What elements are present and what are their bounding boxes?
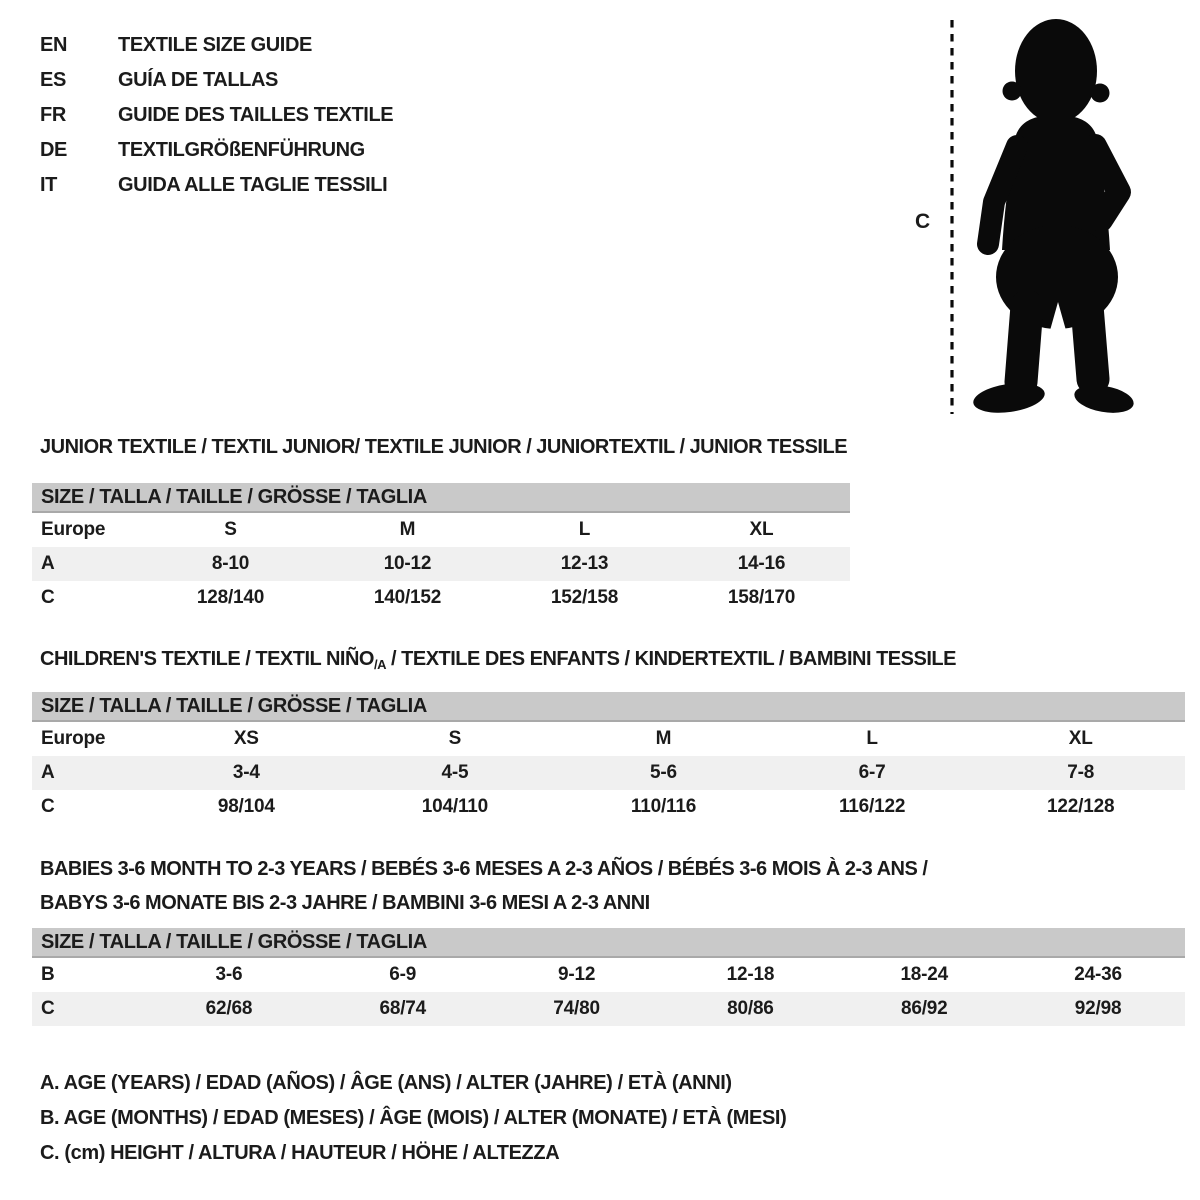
size-cell: 122/128 — [1047, 796, 1115, 817]
size-cell: 74/80 — [553, 998, 600, 1019]
babies-section-title — [40, 852, 927, 920]
size-cell: 104/110 — [421, 796, 488, 817]
size-column-header: M — [399, 519, 416, 540]
children-column-header-row — [32, 722, 1185, 756]
legend-line-age-months: B. AGE (MONTHS) / EDAD (MESES) / ÂGE (MOIS) / ALTER (MONATE) / ETÀ (MESI) — [40, 1107, 787, 1129]
babies-table-header-bar — [32, 928, 1185, 958]
row-label-cell: C — [41, 998, 55, 1019]
language-row-it — [40, 168, 393, 203]
language-label: GUÍA DE TALLAS — [118, 69, 278, 91]
language-label: GUIDE DES TAILLES TEXTILE — [118, 104, 394, 126]
children-title-suffix: / TEXTILE DES ENFANTS / KINDERTEXTIL / BAMBINI TESSILE — [385, 648, 956, 670]
height-figure — [905, 12, 1155, 422]
language-code: DE — [40, 139, 67, 161]
babies-size-table — [32, 928, 1185, 1026]
legend-line-height: C. (cm) HEIGHT / ALTURA / HAUTEUR / HÖHE / ALTEZZA — [40, 1142, 560, 1164]
children-section-title — [40, 648, 956, 672]
size-cell: 3-6 — [215, 964, 243, 985]
row-label-cell: A — [41, 762, 55, 783]
children-row-age — [32, 756, 1185, 790]
language-row-en — [40, 28, 393, 63]
size-cell: 14-16 — [737, 553, 786, 574]
size-cell: 152/158 — [550, 587, 619, 608]
children-title-prefix: CHILDREN'S TEXTILE / TEXTIL NIÑO — [40, 648, 374, 670]
size-cell: 4-5 — [441, 762, 469, 783]
region-label-cell: Europe — [41, 728, 106, 749]
junior-size-table — [32, 483, 850, 615]
row-label-cell: C — [41, 796, 55, 817]
size-cell: 10-12 — [383, 553, 432, 574]
size-cell: 98/104 — [217, 796, 275, 817]
language-code: IT — [40, 174, 57, 196]
row-label-cell: B — [41, 964, 55, 985]
language-label: TEXTILGRÖßENFÜHRUNG — [118, 139, 365, 161]
children-table-header-bar — [32, 692, 1185, 722]
babies-row-height — [32, 992, 1185, 1026]
size-column-header: L — [866, 728, 878, 749]
size-cell: 140/152 — [373, 587, 442, 608]
size-header-label: SIZE / TALLA / TAILLE / GRÖSSE / TAGLIA — [41, 930, 427, 953]
toddler-silhouette-icon — [971, 19, 1135, 417]
language-code: FR — [40, 104, 66, 126]
size-cell: 6-7 — [858, 762, 886, 783]
size-cell: 128/140 — [196, 587, 265, 608]
size-cell: 92/98 — [1074, 998, 1122, 1019]
size-cell: 158/170 — [727, 587, 796, 608]
language-row-de — [40, 133, 393, 168]
language-row-fr — [40, 98, 393, 133]
junior-row-height — [32, 581, 850, 615]
size-cell: 62/68 — [205, 998, 253, 1019]
language-code: ES — [40, 69, 66, 91]
size-cell: 12-13 — [560, 553, 609, 574]
size-cell: 5-6 — [650, 762, 677, 783]
height-measure-label: C — [915, 210, 931, 233]
babies-title-line1: BABIES 3-6 MONTH TO 2-3 YEARS / BEBÉS 3-6 MESES A 2-3 AÑOS / BÉBÉS 3-6 MOIS À 2-3 ANS / — [40, 858, 928, 880]
language-label: TEXTILE SIZE GUIDE — [118, 34, 312, 56]
size-cell: 110/116 — [630, 796, 697, 817]
size-column-header: S — [448, 728, 462, 749]
toddler-silhouette-graphic — [905, 12, 1155, 422]
size-cell: 8-10 — [211, 553, 250, 574]
children-size-table — [32, 692, 1185, 824]
children-row-height — [32, 790, 1185, 824]
junior-column-header-row — [32, 513, 850, 547]
language-code: EN — [40, 34, 67, 56]
legend-line-age-years: A. AGE (YEARS) / EDAD (AÑOS) / ÂGE (ANS) / ALTER (JAHRE) / ETÀ (ANNI) — [40, 1072, 732, 1094]
language-row-es — [40, 63, 393, 98]
babies-row-months — [32, 958, 1185, 992]
language-label: GUIDA ALLE TAGLIE TESSILI — [118, 174, 388, 196]
size-cell: 18-24 — [900, 964, 949, 985]
size-cell: 116/122 — [838, 796, 906, 817]
size-header-label: SIZE / TALLA / TAILLE / GRÖSSE / TAGLIA — [41, 485, 427, 508]
size-cell: 9-12 — [557, 964, 596, 985]
children-title-subscript: /A — [373, 657, 386, 672]
size-cell: 68/74 — [379, 998, 427, 1019]
size-cell: 80/86 — [727, 998, 774, 1019]
language-title-block — [40, 28, 393, 203]
size-column-header: S — [224, 519, 237, 540]
region-label-cell: Europe — [41, 519, 106, 540]
size-column-header: L — [578, 519, 591, 540]
size-header-label: SIZE / TALLA / TAILLE / GRÖSSE / TAGLIA — [41, 694, 427, 717]
size-cell: 3-4 — [232, 762, 260, 783]
size-cell: 86/92 — [900, 998, 948, 1019]
size-cell: 12-18 — [726, 964, 775, 985]
row-label-cell: A — [41, 553, 55, 574]
size-cell: 7-8 — [1067, 762, 1095, 783]
junior-section-title: JUNIOR TEXTILE / TEXTIL JUNIOR/ TEXTILE JUNIOR / JUNIORTEXTIL / JUNIOR TESSILE — [40, 436, 848, 458]
measure-legend — [40, 1066, 786, 1171]
junior-table-header-bar — [32, 483, 850, 513]
babies-title-line2: BABYS 3-6 MONATE BIS 2-3 JAHRE / BAMBINI 3-6 MESI A 2-3 ANNI — [40, 892, 650, 914]
size-column-header: XS — [233, 728, 259, 749]
size-column-header: XL — [1068, 728, 1093, 749]
row-label-cell: C — [41, 587, 55, 608]
size-column-header: M — [655, 728, 672, 749]
size-cell: 6-9 — [389, 964, 417, 985]
junior-row-age — [32, 547, 850, 581]
size-cell: 24-36 — [1074, 964, 1122, 985]
size-column-header: XL — [749, 519, 774, 540]
